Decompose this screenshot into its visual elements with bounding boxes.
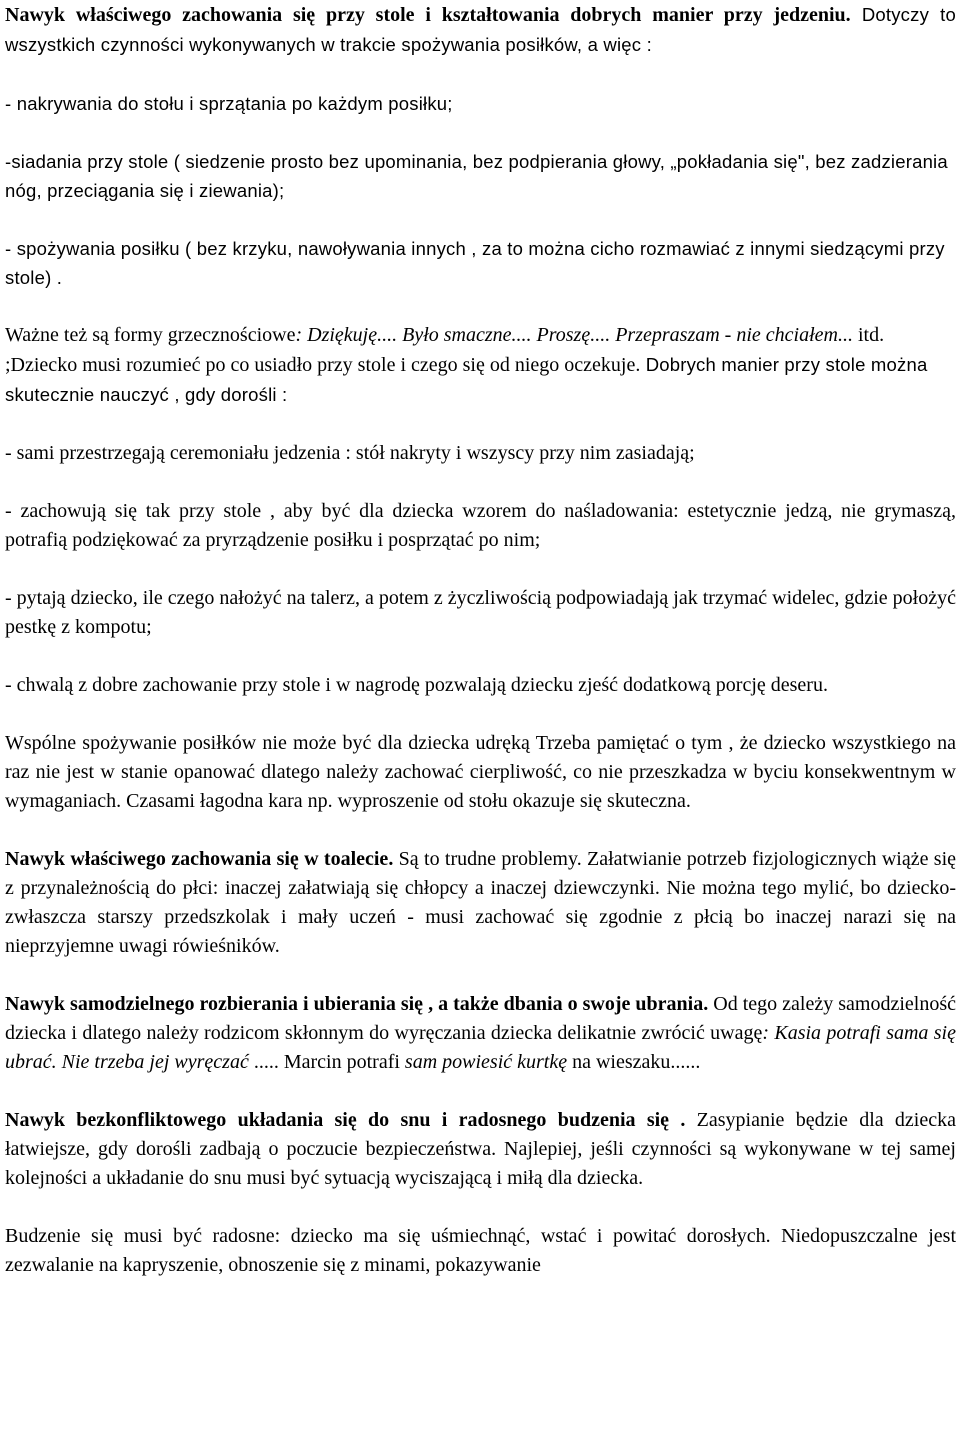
- heading-table-manners: Nawyk właściwego zachowania się przy stole i kształtowania dobrych manier przy jedzeniu.: [5, 4, 851, 26]
- example-marcin: sam powiesić kurtkę: [404, 1051, 568, 1073]
- paragraph-text: Są to trudne problemy. Załatwianie potrzeb fizjologicznych wiąże się z przynależnością do płci: inaczej załatwiają się chłopcy a inaczej dziewczynki. Nie można tego mylić, bo dziecko- zwłaszcza starszy przedszkolak i mały uczeń - musi zachować się zgodnie z płcią bo inaczej narazi się na nieprzyjemne uwagi rówieśników.: [5, 848, 957, 957]
- list-item-ask-child: - pytają dziecko, ile czego nałożyć na talerz, a potem z życzliwością podpowiadają jak trzymać widelec, gdzie położyć pestkę z kompotu;: [5, 587, 956, 638]
- courtesy-adults-intro: Dobrych manier przy stole można skutecznie nauczyć , gdy dorośli :: [5, 354, 928, 405]
- list-item-praise: - chwalą z dobre zachowanie przy stole i w nagrodę pozwalają dziecku zjeść dodatkową porcję deseru.: [5, 674, 828, 696]
- heading-dressing: Nawyk samodzielnego rozbierania i ubierania się , a także dbania o swoje ubrania.: [5, 993, 709, 1015]
- example-kasia: : Kasia potrafi sama się ubrać. Nie trzeba jej wyręczać: [5, 1022, 956, 1073]
- paragraph-table-manners-intro: [5, 0, 956, 60]
- paragraph-text: Od tego zależy samodzielność dziecka i dlatego należy rodzicom skłonnym do wyręczania dziecka delikatnie zwrócić uwagę: [5, 993, 956, 1044]
- paragraph-dressing: [5, 990, 956, 1077]
- paragraph-text: Dotyczy to wszystkich czynności wykonywanych w trakcie spożywania posiłków, a więc :: [5, 4, 956, 55]
- paragraph-shared-meals: Wspólne spożywanie posiłków nie może być dla dziecka udręką Trzeba pamiętać o tym , że dziecko wszystkiego na raz nie jest w stanie opanować dlatego należy zachować cierpliwość, co nie przeszkadza w byciu konsekwentnym w wymaganiach. Czasami łagodna kara np. wyproszenie od stołu okazuje się skuteczna.: [5, 732, 956, 812]
- paragraph-toilet: [5, 845, 956, 961]
- paragraph-text: ..... Marcin potrafi: [248, 1051, 405, 1073]
- heading-sleep: Nawyk bezkonfliktowego układania się do snu i radosnego budzenia się .: [5, 1109, 686, 1131]
- list-item-sitting: -siadania przy stole ( siedzenie prosto bez upominania, bez podpierania głowy, „pokładania się", bez zadzierania nóg, przeciągania się i ziewania);: [5, 151, 948, 201]
- paragraph-text: na wieszaku......: [567, 1051, 701, 1073]
- list-item-setting-table: - nakrywania do stołu i sprzątania po każdym posiłku;: [5, 93, 453, 114]
- courtesy-lead: Ważne też są formy grzecznościowe: [5, 324, 296, 346]
- paragraph-sleep: [5, 1106, 956, 1193]
- courtesy-phrases: : Dziękuję.... Było smaczne.... Proszę.... Przepraszam - nie chciałem...: [295, 324, 853, 346]
- courtesy-explanation: itd. ;Dziecko musi rozumieć po co usiadło przy stole i czego się od niego oczekuje.: [5, 324, 885, 376]
- list-item-ceremony: - sami przestrzegają ceremoniału jedzenia : stół nakryty i wszyscy przy nim zasiadają;: [5, 442, 695, 464]
- paragraph-waking: Budzenie się musi być radosne: dziecko ma się uśmiechnąć, wstać i powitać dorosłych. Niedopuszczalne jest zezwalanie na kapryszenie, obnoszenie się z minami, pokazywanie: [5, 1225, 956, 1276]
- paragraph-courtesy-forms: [5, 321, 956, 410]
- list-item-role-model: - zachowują się tak przy stole , aby być dla dziecka wzorem do naśladowania: estetycznie jedzą, nie grymaszą, potrafią podziękować za pryrządzenie posiłku i posprzątać po nim;: [5, 500, 956, 551]
- paragraph-text: Zasypianie będzie dla dziecka łatwiejsze, gdy dorośli zadbają o poczucie bezpieczeństwa. Najlepiej, jeśli czynności są wykonywane w tej samej kolejności a układanie do snu musi być sytuacją wyciszającą i miłą dla dziecka.: [5, 1109, 956, 1189]
- document-page: [5, 0, 956, 1280]
- list-item-eating: - spożywania posiłku ( bez krzyku, nawoływania innych , za to można cicho rozmawiać z innymi siedzącymi przy stole) .: [5, 238, 945, 288]
- heading-toilet: Nawyk właściwego zachowania się w toalecie.: [5, 848, 394, 870]
